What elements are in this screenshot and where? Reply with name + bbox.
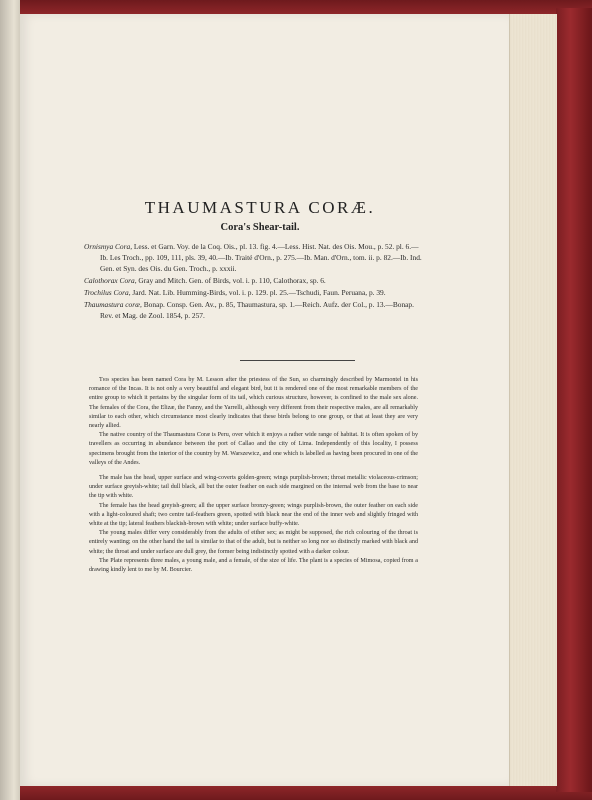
paragraph-female: The female has the head greyish-green; all the upper surface bronzy-green; wings purplish-brown, the outer feather on each side with a light-coloured shaft; two centre tail-feathers green, spotted with black near the end of the inner web and slightly fringed with white at the tip; lateral feathers blackish-brown with white; under surface buffy-white.	[89, 502, 418, 528]
book-cover-edge	[556, 8, 592, 792]
paragraph-plate: The Plate represents three males, a young male, and a female, of the size of life. The plant is a species of Mimosa, copied from a drawing kindly lent to me by M. Bourcier.	[89, 557, 418, 574]
page-stack-edge	[509, 14, 557, 786]
synonym-entry: Ornismya Cora, Less. et Garn. Voy. de la Coq. Ois., pl. 13. fig. 4.—Less. Hist. Nat. des Ois. Mou., p. 52. pl. 6.—Ib. Les Troch., pp. 109, 111, pls. 39, 40.—Ib. Traité d'Orn., p. 275.—Ib. Man. d'Orn., tom. ii. p. 82.—Ib. Ind. Gen. et Syn. des Ois. du Gen. Troch., p. xxxii.	[84, 242, 422, 274]
synonymy-list	[84, 241, 424, 321]
paragraph-intro: This species has been named Cora by M. Lesson after the priestess of the Sun, so charmingly described by Marmontel in his romance of the Incas. It is not only a very beautiful and elegant bird, but it is rendered one of the most remarkable members of the entire group to which it pertains by the singular form of its tail, which curious structure, however, is confined to the male sex alone. The females of the Cora, the Elizæ, the Fanny, and the Yarrelli, although very different from their respective males, are all remarkably similar to each other, which circumstance most clearly indicates that these birds belong to one group, or that at least they are very nearly allied.	[89, 377, 418, 430]
synonym-entry: Thaumastura coræ, Bonap. Consp. Gen. Av., p. 85, Thaumastura, sp. 1.—Reich. Aufz. der Col., p. 13.—Bonap. Rev. et Mag. de Zool. 1854, p. 257.	[84, 299, 414, 320]
book-gutter	[0, 0, 20, 800]
paragraph-range: The native country of the Thaumastura Coræ is Peru, over which it enjoys a rather wide range of habitat. It is often spoken of by travellers as occurring in abundance between the port of Callao and the city of Lima. Independently of this locality, I possess specimens brought from the interior of the country by M. Warszewicz, and one which is labelled as having been procured in one of the valleys of the Andes.	[89, 432, 418, 466]
common-name-subtitle: Cora's Shear-tail.	[220, 222, 300, 233]
section-divider	[240, 360, 355, 361]
synonym-entry: Calothorax Cora, Gray and Mitch. Gen. of Birds, vol. i. p. 110, Calothorax, sp. 6.	[84, 276, 326, 286]
cover-top-edge	[20, 0, 592, 14]
synonym-entry: Trochilus Cora, Jard. Nat. Lib. Humming-Birds, vol. i. p. 129. pl. 25.—Tschudi, Faun. Peruana, p. 39.	[84, 287, 386, 297]
paragraph-young: The young males differ very considerably from the adults of either sex; as might be supposed, the rich colouring of the throat is entirely wanting; on the other hand the tail is similar to that of the adult, but is neither so long nor so distinctly marked with black and white; the throat and under surface are dull grey, the former being indistinctly spotted with a darker colour.	[89, 530, 418, 555]
cover-bottom-edge	[20, 786, 592, 800]
paragraph-male: The male has the head, upper surface and wing-coverts golden-green; wings purplish-brown; throat metallic violaceous-crimson; under surface greyish-white; tail dull black, all but the outer feather on each side margined on the internal web from the base to near the tip with white.	[89, 475, 418, 500]
species-title: THAUMASTURA CORÆ.	[144, 198, 376, 217]
description-text	[89, 376, 418, 575]
